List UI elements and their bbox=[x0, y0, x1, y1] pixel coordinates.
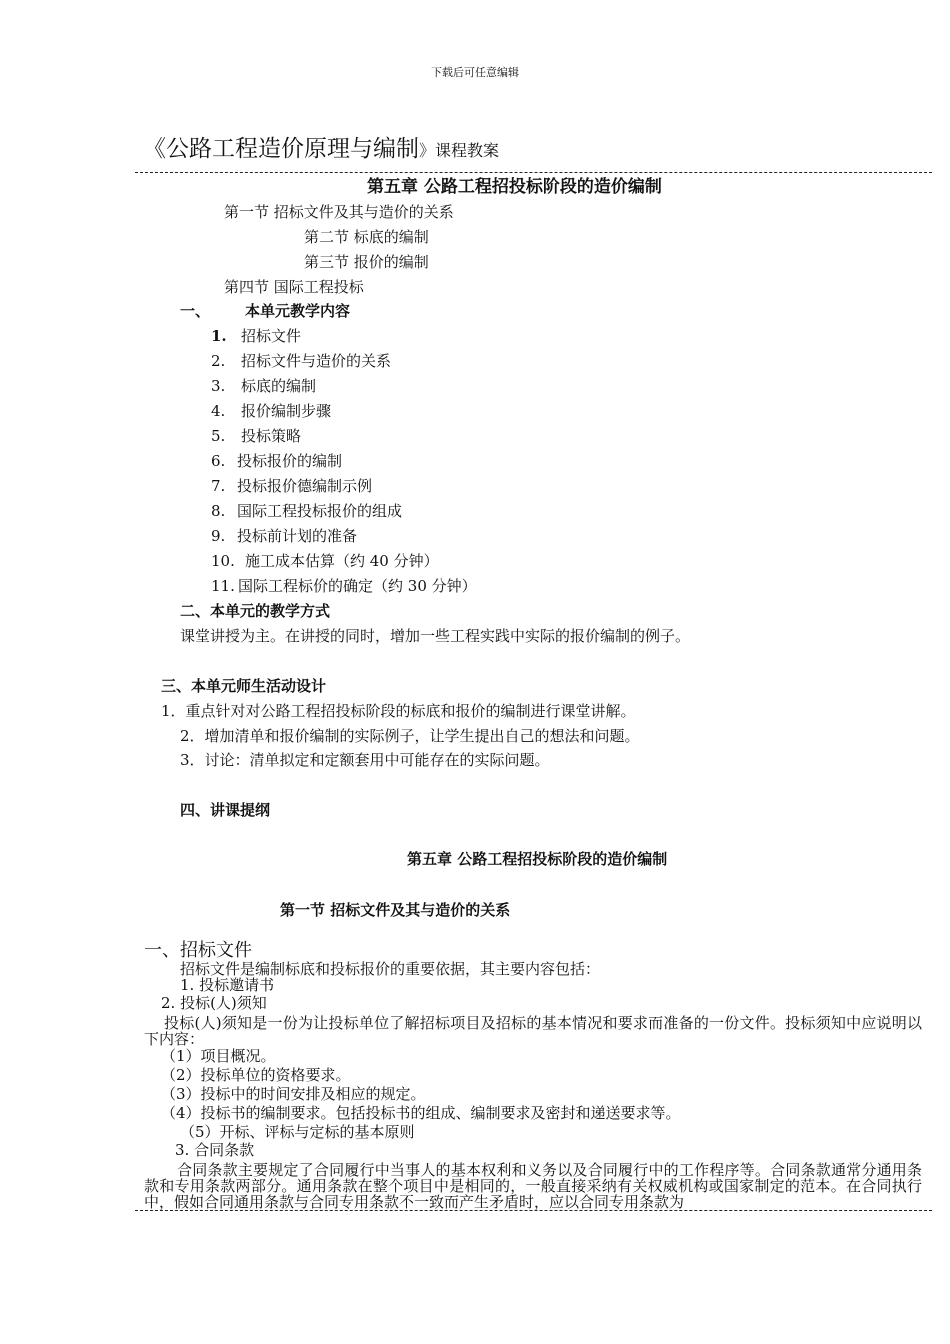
list-item: 报价编制步骤 bbox=[241, 402, 332, 420]
list-item: 国际工程标价的确定（约 30 分钟） bbox=[238, 577, 477, 595]
doc-title bbox=[143, 138, 499, 161]
header-rule bbox=[135, 172, 932, 173]
body-subitem: （4）投标书的编制要求。包括投标书的组成、编制要求及密封和递送要求等。 bbox=[161, 1104, 681, 1122]
list-num: 10. bbox=[211, 552, 235, 570]
outline-section: 第一节 招标文件及其与造价的关系 bbox=[280, 901, 511, 919]
doc-title-main: 《公路工程造价原理与编制 bbox=[143, 136, 419, 162]
body-subitem: （5）开标、评标与定标的基本原则 bbox=[180, 1123, 415, 1141]
body-item: 3. 合同条款 bbox=[175, 1141, 255, 1159]
unit3-item: 1．重点针对对公路工程招投标阶段的标底和报价的编制进行课堂讲解。 bbox=[161, 702, 636, 720]
list-num: 1. bbox=[211, 327, 227, 345]
body-intro: 招标文件是编制标底和投标报价的重要依据，其主要内容包括： bbox=[180, 960, 601, 978]
list-num: 7. bbox=[211, 477, 226, 495]
section-3: 第三节 报价的编制 bbox=[304, 253, 429, 271]
unit3-heading: 三、本单元师生活动设计 bbox=[161, 677, 327, 695]
list-item: 投标报价的编制 bbox=[237, 452, 343, 470]
body-paragraph: 投标(人)须知是一份为让投标单位了解招标项目及招标的基本情况和要求而准备的一份文件。投标须知中应说明以下内容： bbox=[144, 1014, 922, 1048]
chapter-title: 第五章 公路工程招投标阶段的造价编制 bbox=[367, 177, 662, 197]
unit1-heading: 本单元教学内容 bbox=[245, 302, 351, 320]
section-4: 第四节 国际工程投标 bbox=[224, 278, 364, 296]
unit4-heading: 四、讲课提纲 bbox=[180, 801, 271, 819]
unit2-heading: 二、本单元的教学方式 bbox=[180, 602, 331, 620]
body-subitem: （3）投标中的时间安排及相应的规定。 bbox=[161, 1085, 426, 1103]
list-num: 2. bbox=[211, 352, 226, 370]
list-num: 6. bbox=[211, 452, 226, 470]
list-item: 招标文件与造价的关系 bbox=[241, 352, 392, 370]
body-item: 1. 投标邀请书 bbox=[180, 976, 275, 994]
section-2: 第二节 标底的编制 bbox=[304, 228, 429, 246]
section-1: 第一节 招标文件及其与造价的关系 bbox=[224, 203, 454, 221]
unit1-num: 一、 bbox=[180, 302, 211, 320]
footer-rule bbox=[135, 1210, 932, 1211]
list-num: 3. bbox=[211, 377, 226, 395]
doc-title-suffix: 》课程教案 bbox=[419, 141, 500, 160]
body-subitem: （1）项目概况。 bbox=[161, 1047, 276, 1065]
body-heading: 一、招标文件 bbox=[144, 940, 252, 961]
unit3-item: 3．讨论：清单拟定和定额套用中可能存在的实际问题。 bbox=[180, 751, 550, 769]
list-item: 投标前计划的准备 bbox=[237, 527, 358, 545]
list-item: 投标报价德编制示例 bbox=[237, 477, 373, 495]
outline-chapter: 第五章 公路工程招投标阶段的造价编制 bbox=[407, 850, 668, 868]
body-item: 2. 投标(人)须知 bbox=[161, 994, 267, 1012]
page-header: 下载后可任意编辑 bbox=[431, 66, 519, 79]
list-num: 11. bbox=[211, 577, 235, 595]
body-paragraph: 合同条款主要规定了合同履行中当事人的基本权利和义务以及合同履行中的工作程序等。合同条款通常分通用条款和专用条款两部分。通用条款在整个项目中是相同的，一般直接采纳有关权威机构或国家制定的范本。在合同执行中，假如合同通用条款与合同专用条款不一致而产生矛盾时，应以合同专用条款为 bbox=[144, 1162, 922, 1210]
list-num: 8. bbox=[211, 502, 226, 520]
unit3-item: 2．增加清单和报价编制的实际例子，让学生提出自己的想法和问题。 bbox=[180, 727, 640, 745]
body-subitem: （2）投标单位的资格要求。 bbox=[161, 1066, 351, 1084]
list-item: 招标文件 bbox=[241, 327, 302, 345]
list-item: 标底的编制 bbox=[241, 377, 317, 395]
list-item: 施工成本估算（约 40 分钟） bbox=[245, 552, 439, 570]
list-item: 国际工程投标报价的组成 bbox=[237, 502, 403, 520]
list-num: 4. bbox=[211, 402, 226, 420]
list-item: 投标策略 bbox=[241, 427, 302, 445]
list-num: 5. bbox=[211, 427, 226, 445]
unit2-text: 课堂讲授为主。在讲授的同时，增加一些工程实践中实际的报价编制的例子。 bbox=[180, 627, 691, 645]
list-num: 9. bbox=[211, 527, 226, 545]
